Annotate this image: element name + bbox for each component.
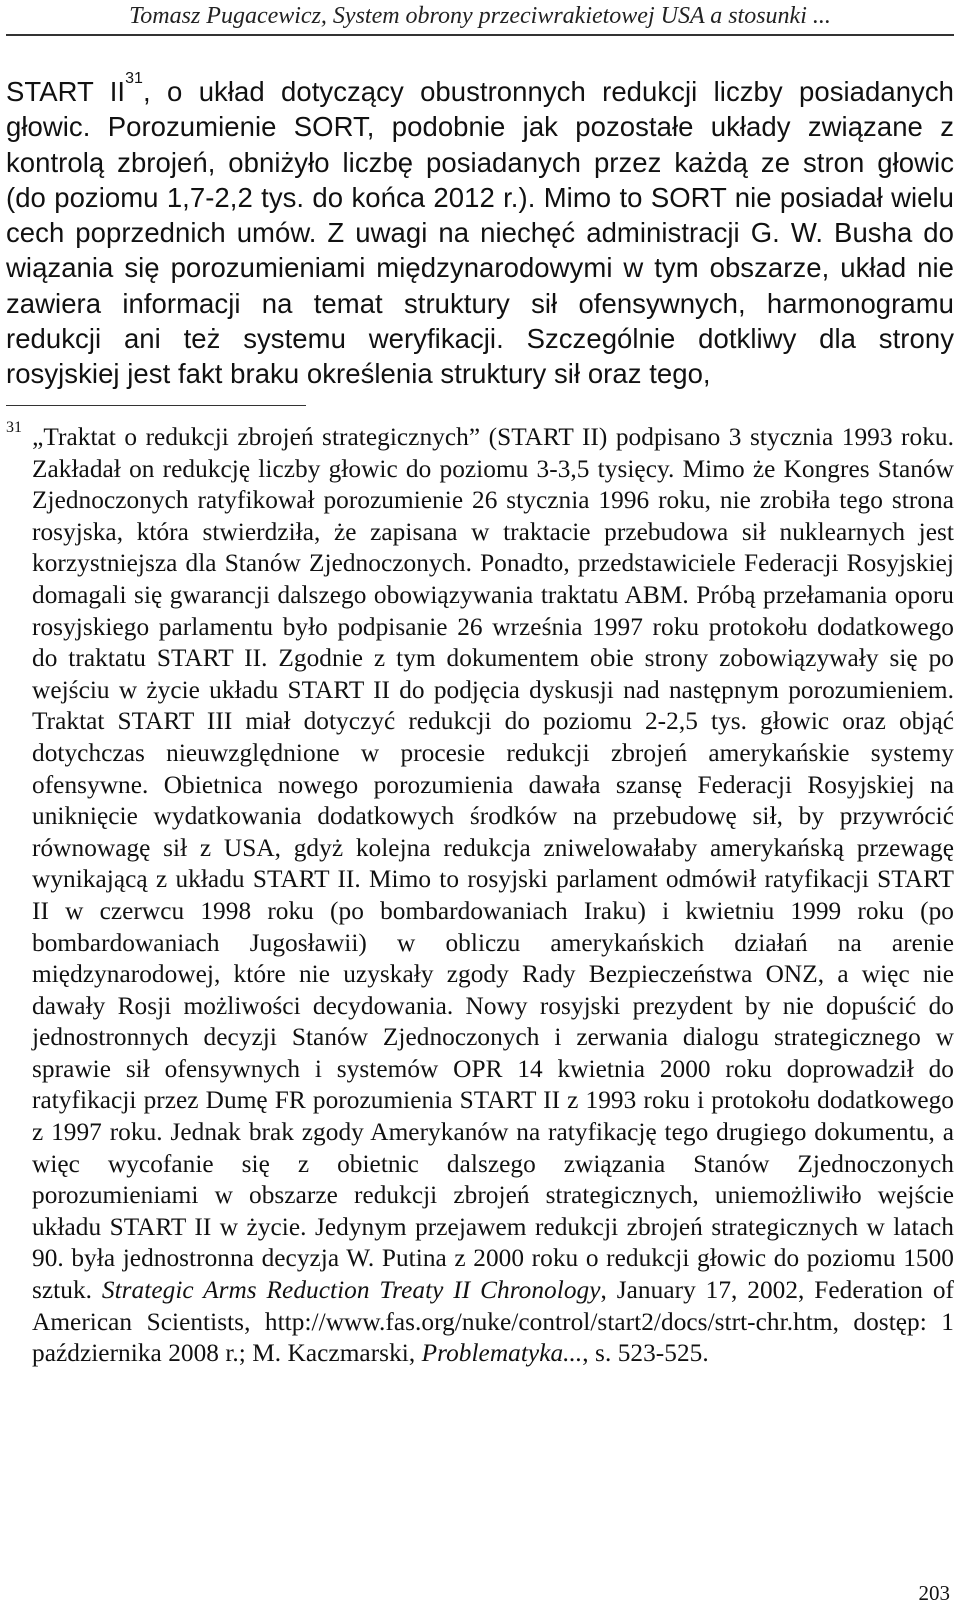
footnote-source-title: Strategic Arms Reduction Treaty II Chronology <box>101 1276 601 1305</box>
footnote-text: „Traktat o redukcji zbrojeń strategicznych” (START II) podpisano 3 stycznia 1993 roku. Zakładał on redukcję liczby głowic do poziomu 3-3,5 tysięcy. Mimo że Kongres Stanów Zjednoczonych ratyfikował porozumienie 26 stycznia 1996 roku, nie zrobiła tego strona rosyjska, która stwierdziła, że zapisana w traktacie przebudowa sił nuklearnych jest korzystniejsza dla Stanów Zjednoczonych. Ponadto, przedstawiciele Federacji Rosyjskiej domagali się gwarancji dalszego obowiązywania traktatu ABM. Próbą przełamania oporu rosyjskiego parlamentu było podpisanie 26 września 1997 roku protokołu dodatkowego do traktatu START II. Zgodnie z tym dokumentem obie strony zobowiązywały się po wejściu w życie układu START II do podjęcia dyskusji nad następnym porozumieniem. Traktat START III miał dotyczyć redukcji do poziomu 2-2,5 tys. głowic oraz objąć dotychczas nieuwzględnione w procesie redukcji zbrojeń amerykańskie systemy ofensywne. Obietnica nowego porozumienia dawała szansę Federacji Rosyjskiej na uniknięcie wydatkowania dodatkowych środków na przebudowę sił, by przywrócić równowagę sił z USA, gdyż kolejna redukcja zniwelowałaby amerykańską przewagę wynikającą z układu START II. Mimo to rosyjski parlament odmówił ratyfikacji START II w czerwcu 1998 roku (po bombardowaniach Iraku) i kwietniu 1999 roku (po bombardowaniach Jugosławii) w obliczu amerykańskich działań na arenie międzynarodowej, które nie uzyskały zgody Rady Bezpieczeństwa ONZ, a więc nie dawały Rosji możliwości decydowania. Nowy rosyjski prezydent by nie dopuścić do jednostronnych decyzji Stanów Zjednoczonych i zerwania dialogu strategicznego w sprawie sił ofensywnych i systemów OPR 14 kwietnia 2000 roku doprowadził do ratyfikacji przez Dumę FR porozumienia START II z 1993 roku i protokołu dodatkowego z 1997 roku. Jednak brak zgody Amerykanów na ratyfikację tego drugiego dokumentu, a więc wycofanie się z obietnic dalszego związania Stanów Zjednoczonych porozumieniami w obszarze redukcji zbrojeń strategicznych, uniemożliwiło wejście układu START II w życie. Jedynym przejawem redukcji zbrojeń strategicznych w latach 90. była jednostronna decyzja W. Putina z 2000 roku o redukcji głowic do poziomu 1500 sztuk. <box>32 423 954 1305</box>
running-header: Tomasz Pugacewicz, System obrony przeciwrakietowej USA a stosunki ... <box>129 3 831 29</box>
start-ii-term: START II <box>6 76 126 107</box>
footnote-pages: , s. 523-525. <box>582 1339 709 1368</box>
header-rule <box>6 34 954 36</box>
footnote-cited-work: Problematyka... <box>421 1339 583 1368</box>
footnote-number: 31 <box>6 419 23 436</box>
footnote-reference[interactable]: 31 <box>125 70 143 87</box>
footnote-separator <box>6 405 306 406</box>
footnote <box>6 419 954 1370</box>
page-number: 203 <box>918 1581 950 1605</box>
body-paragraph <box>6 70 954 392</box>
body-paragraph-text: , o układ dotyczący obustronnych redukcji liczby posiadanych głowic. Porozumienie SORT, podobnie jak pozostałe układy związane z kontrolą zbrojeń, obniżyło liczbę posiadanych przez każdą ze stron głowic (do poziomu 1,7-2,2 tys. do końca 2012 r.). Mimo to SORT nie posiadał wielu cech poprzednich umów. Z uwagi na niechęć administracji G. W. Busha do wiązania się porozumieniami międzynarodowymi w tym obszarze, układ nie zawiera informacji na temat struktury sił ofensywnych, harmonogramu redukcji ani też systemu weryfikacji. Szczególnie dotkliwy dla strony rosyjskiej jest fakt braku określenia struktury sił oraz tego, <box>6 76 954 390</box>
footnote-source-details: , January 17, 2002, Federation of American Scientists, http://www.fas.org/nuke/control/start2/docs/strt-chr.htm, dostęp: 1 października 2008 r.; M. Kaczmarski, <box>32 1276 954 1368</box>
